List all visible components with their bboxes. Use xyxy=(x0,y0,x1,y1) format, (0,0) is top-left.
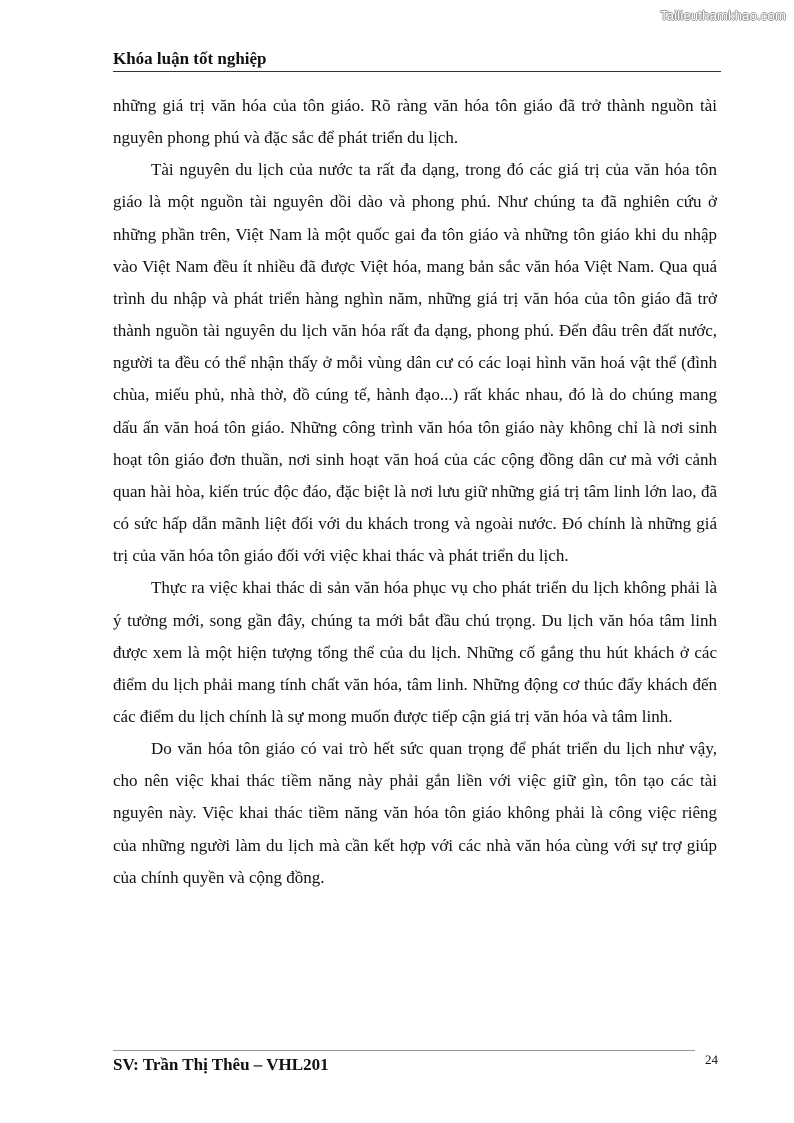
paragraph-3: Thực ra việc khai thác di sản văn hóa phục vụ cho phát triển du lịch không phải là ý tưởng mới, song gần đây, chúng ta mới bắt đầu chú trọng. Du lịch văn hóa tâm linh được xem là một hiện tượng tổng thể của du lịch. Những cố gắng thu hút khách ở các điểm du lịch phải mang tính chất văn hóa, tâm linh. Những động cơ thúc đẩy khách đến các điểm du lịch chính là sự mong muốn được tiếp cận giá trị văn hóa và tâm linh. xyxy=(113,578,717,726)
footer-divider xyxy=(113,1050,695,1051)
paragraph-2: Tài nguyên du lịch của nước ta rất đa dạng, trong đó các giá trị của văn hóa tôn giáo là một nguồn tài nguyên dồi dào và phong phú. Như chúng ta đã nghiên cứu ở những phần trên, Việt Nam là một quốc gai đa tôn giáo và những tôn giáo khi du nhập vào Việt Nam đều ít nhiều đã được Việt hóa, mang bản sắc văn hóa Việt Nam. Qua quá trình du nhập và phát triển hàng nghìn năm, những giá trị văn hóa của tôn giáo đã trở thành nguồn tài nguyên du lịch văn hóa rất đa dạng, phong phú. Đến đâu trên đất nước, người ta đều có thể nhận thấy ở mỗi vùng dân cư có các loại hình văn hoá vật thể (đình chùa, miếu phủ, nhà thờ, đồ cúng tế, hành đạo...) rất khác nhau, đó là do chúng mang dấu ấn văn hoá tôn giáo. Những công trình văn hóa tôn giáo này không chỉ là nơi sinh hoạt tôn giáo đơn thuần, nơi sinh hoạt văn hoá của các cộng đồng dân cư mà với cảnh quan hài hòa, kiến trúc độc đáo, đặc biệt là nơi lưu giữ những giá trị tâm linh lớn lao, đã có sức hấp dẫn mãnh liệt đối với du khách trong và ngoài nước. Đó chính là những giá trị của văn hóa tôn giáo đối với việc khai thác và phát triển du lịch. xyxy=(113,160,717,566)
watermark: Tailieuthamkhao.com xyxy=(660,8,786,23)
footer-author: SV: Trần Thị Thêu – VHL201 xyxy=(113,1055,329,1074)
page-header-title: Khóa luận tốt nghiệp xyxy=(113,49,267,68)
page-number: 24 xyxy=(705,1052,718,1067)
body-text xyxy=(113,90,717,894)
header-divider xyxy=(113,71,721,72)
paragraph-4: Do văn hóa tôn giáo có vai trò hết sức quan trọng để phát triển du lịch như vậy, cho nên việc khai thác tiềm năng này phải gắn liền với việc giữ gìn, tôn tạo các tài nguyên này. Việc khai thác tiềm năng văn hóa tôn giáo không phải là công việc riêng của những người làm du lịch mà cần kết hợp với các nhà văn hóa cùng với sự trợ giúp của chính quyền và cộng đồng. xyxy=(113,739,717,887)
paragraph-1: những giá trị văn hóa của tôn giáo. Rõ ràng văn hóa tôn giáo đã trở thành nguồn tài nguyên phong phú và đặc sắc để phát triển du lịch. xyxy=(113,96,717,148)
